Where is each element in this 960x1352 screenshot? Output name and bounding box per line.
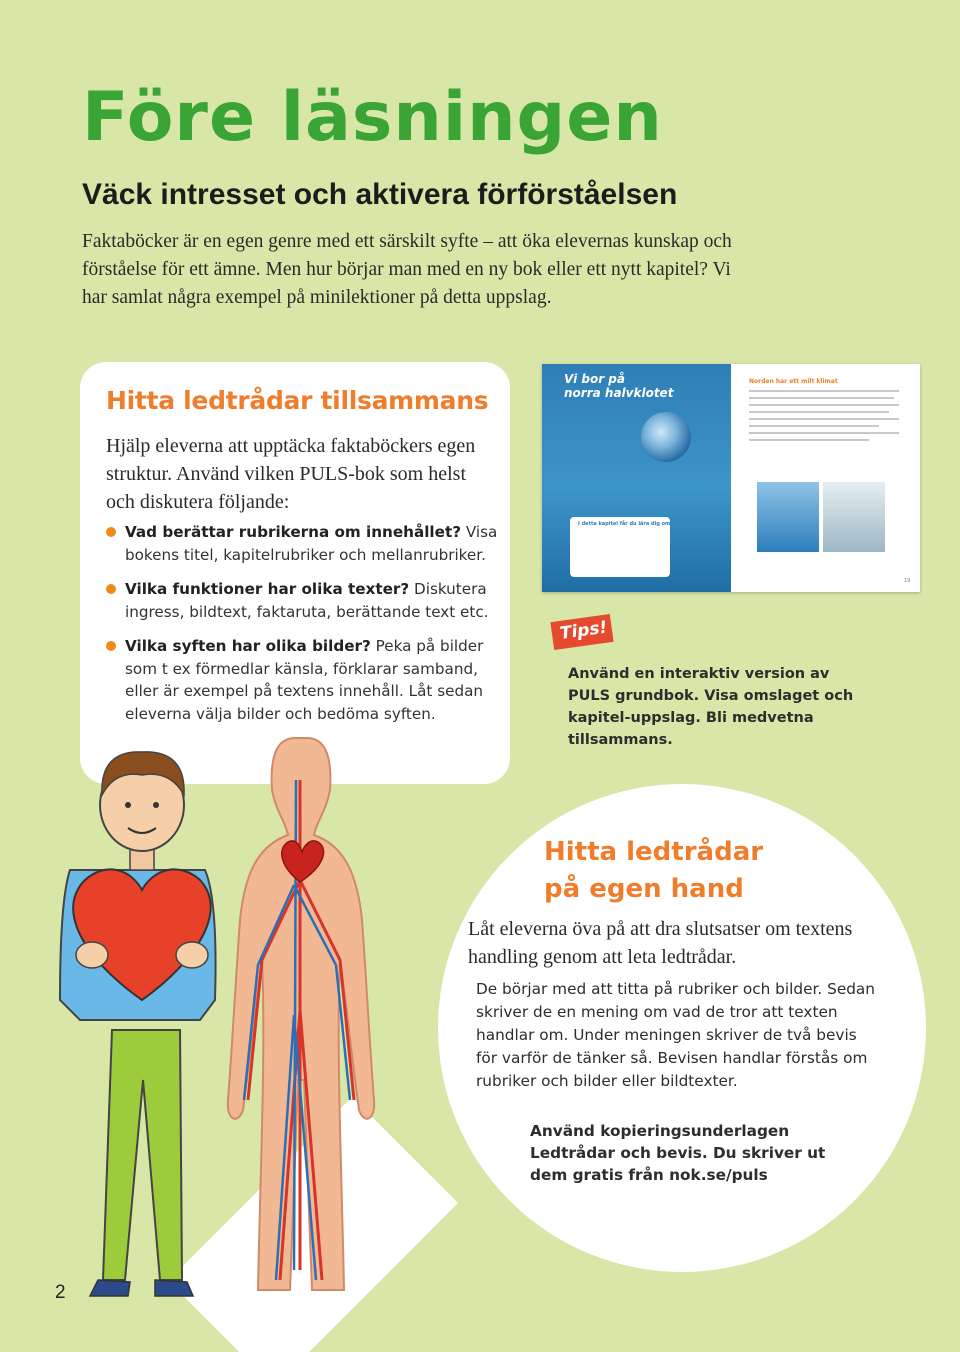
card-lead: Hjälp eleverna att upptäcka faktaböckers egen struktur. Använd vilken PULS-bok som helst och diskutera följande: (106, 435, 476, 513)
card-title: Hitta ledtrådar tillsammans (106, 386, 489, 415)
book-right-title: Norden har ett milt klimat (749, 378, 838, 385)
bullet-bold: Vad berättar rubrikerna om innehållet? (125, 523, 462, 541)
section2-body: De börjar med att titta på rubriker och bilder. Sedan skriver de en mening om vad de tror att texten handlar om. Under meningen skriver de två bevis för varför de tänker så. Bevisen handlar förstås om rubriker och bilder eller bildtexter. (476, 980, 876, 1090)
book-left-title: Vi bor på norra halvklotet (564, 372, 674, 400)
page-subtitle: Väck intresset och aktivera förförståelsen (82, 178, 678, 211)
tips-text: Använd en interaktiv version av PULS grundbok. Visa omslaget och kapitel-uppslag. Bli medvetna tillsammans. (568, 666, 854, 748)
section2-title: Hitta ledtrådar på egen hand (544, 837, 764, 904)
section2-lead: Låt eleverna öva på att dra slutsatser om textens handling genom att leta ledtrådar. (468, 918, 853, 968)
bullet-bold: Vilka syften har olika bilder? (125, 637, 371, 655)
section2-extra: Använd kopieringsunderlagen Ledtrådar och bevis. Du skriver ut dem gratis från nok.se/puls (530, 1122, 826, 1184)
bullet-text: Peka på bilder som t ex förmedlar känsla, förklarar samband, eller är exempel på textens innehåll. Låt sedan eleverna välja bilder och bedöma syften. (125, 637, 484, 723)
boy-with-heart-illustration (60, 752, 216, 1296)
tips-label: Tips! (558, 617, 609, 644)
bullet-text: Visa bokens titel, kapitelrubriker och mellanrubriker. (125, 523, 498, 564)
circulatory-system-illustration (228, 738, 374, 1290)
bullet-bold: Vilka funktioner har olika texter? (125, 580, 410, 598)
page-title: Före läsningen (82, 78, 663, 157)
book-page-number: 19 (904, 578, 911, 584)
intro-text: Faktaböcker är en egen genre med ett särskilt syfte – att öka elevernas kunskap och förståelse för ett ämne. Men hur börjar man med en ny bok eller ett nytt kapitel? Vi har samlat några exempel på minilektioner på detta uppslag. (82, 231, 732, 308)
page-number: 2 (55, 1282, 66, 1303)
book-box-title: I detta kapitel får du lära dig om: (578, 521, 673, 527)
bullet-text: Diskutera ingress, bildtext, faktaruta, berättande text etc. (125, 580, 489, 621)
